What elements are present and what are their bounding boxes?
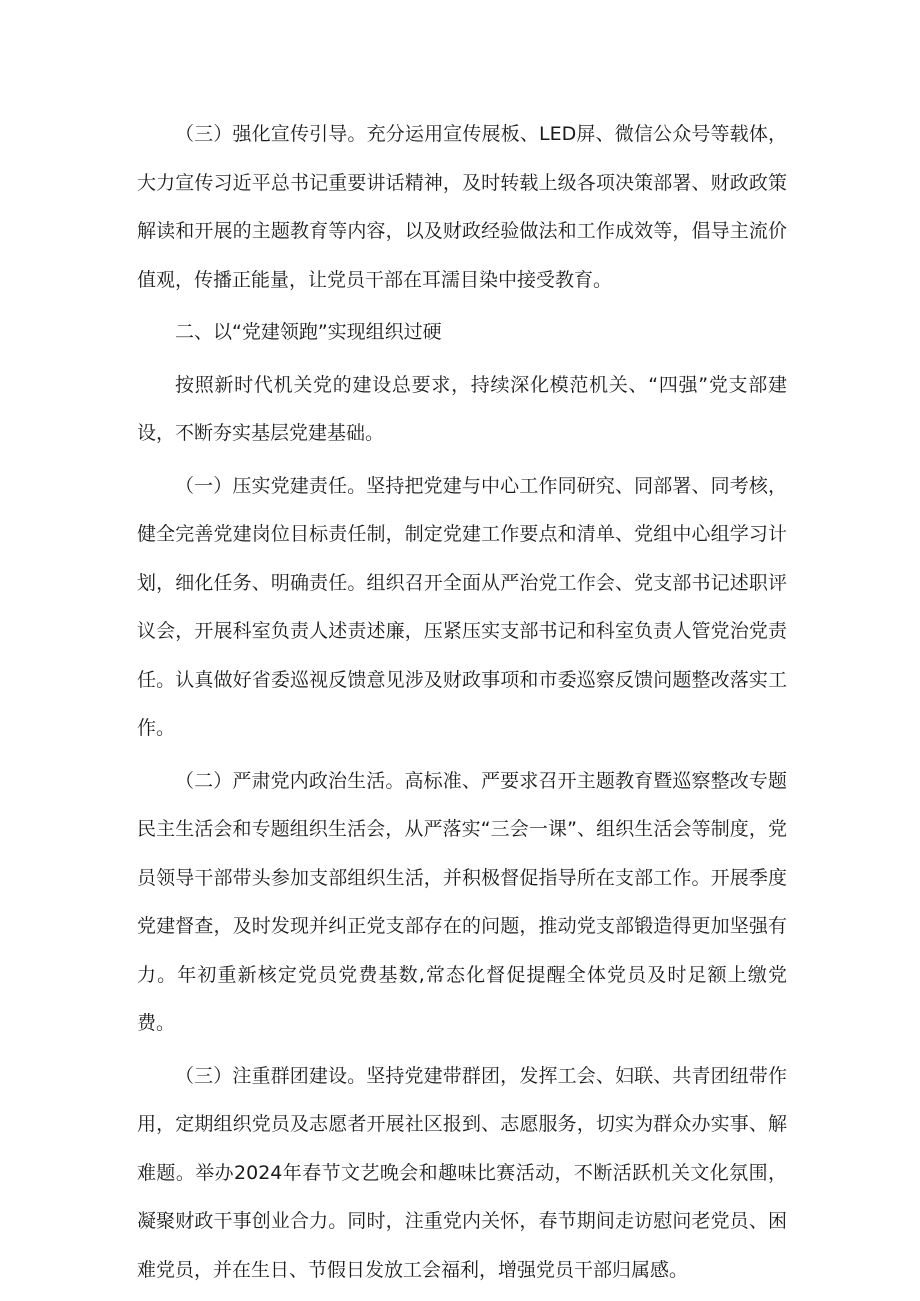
section-heading-party-building: 二、以“党建领跑”实现组织过硬	[175, 321, 442, 343]
document-body	[137, 110, 787, 1294]
paragraph-responsibility: （一）压实党建责任。坚持把党建与中心工作同研究、同部署、同考核，健全完善党建岗位目标责任制，制定党建工作要点和清单、党组中心组学习计划，细化任务、明确责任。组织召开全面从严治党工作会、党支部书记述职评议会，开展科室负责人述责述廉，压紧压实支部书记和科室负责人管党治党责任。认真做好省委巡视反馈意见涉及财政事项和市委巡察反馈问题整改落实工作。	[137, 474, 787, 739]
paragraph-intro: 按照新时代机关党的建设总要求，持续深化模范机关、“四强”党支部建设，不断夯实基层党建基础。	[137, 373, 787, 444]
paragraph-political-life: （二）严肃党内政治生活。高标准、严要求召开主题教育暨巡察整改专题民主生活会和专题组织生活会，从严落实“三会一课”、组织生活会等制度，党员领导干部带头参加支部组织生活，并积极督促指导所在支部工作。开展季度党建督查，及时发现并纠正党支部存在的问题，推动党支部锻造得更加坚强有力。年初重新核定党员党费基数,常态化督促提醒全体党员及时足额上缴党费。	[137, 769, 787, 1034]
paragraph-publicity-guidance: （三）强化宣传引导。充分运用宣传展板、LED屏、微信公众号等载体，大力宣传习近平总书记重要讲话精神，及时转载上级各项决策部署、财政政策解读和开展的主题教育等内容，以及财政经验做法和工作成效等，倡导主流价值观，传播正能量，让党员干部在耳濡目染中接受教育。	[137, 123, 787, 291]
paragraph-mass-organizations: （三）注重群团建设。坚持党建带群团，发挥工会、妇联、共青团纽带作用，定期组织党员及志愿者开展社区报到、志愿服务，切实为群众办实事、解难题。举办2024年春节文艺晚会和趣味比赛活动，不断活跃机关文化氛围，凝聚财政干事创业合力。同时，注重党内关怀，春节期间走访慰问老党员、困难党员，并在生日、节假日发放工会福利，增强党员干部归属感。	[137, 1064, 787, 1281]
